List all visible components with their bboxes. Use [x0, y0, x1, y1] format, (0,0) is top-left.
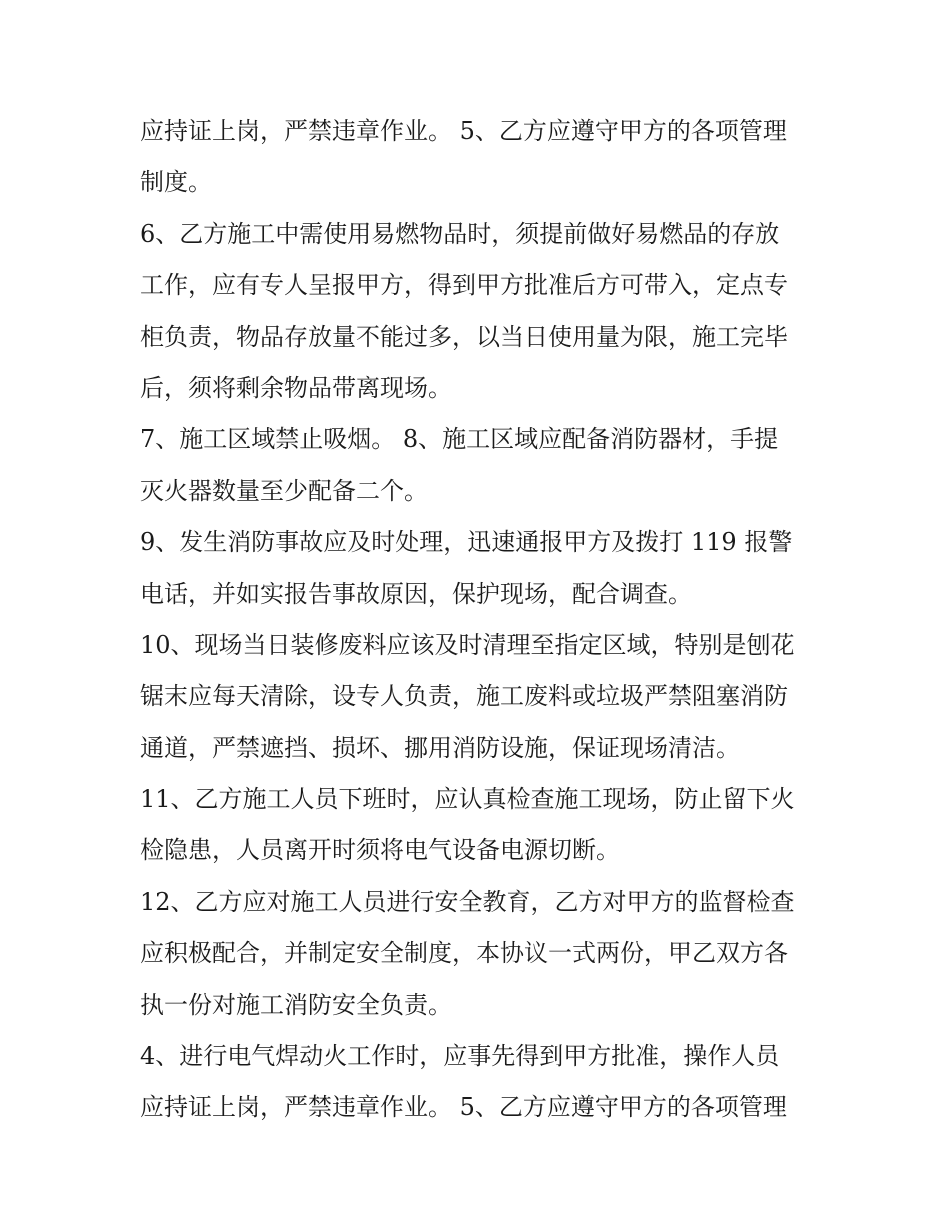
text-line: 灭火器数量至少配备二个。 [140, 476, 428, 505]
text-line: 检隐患，人员离开时须将电气设备电源切断。 [140, 836, 620, 865]
text-line: 电话，并如实报告事故原因，保护现场，配合调查。 [140, 579, 692, 608]
text-line: 12、乙方应对施工人员进行安全教育，乙方对甲方的监督检查 [140, 887, 795, 916]
text-line: 执一份对施工消防安全负责。 [140, 990, 452, 1019]
document-body [140, 106, 820, 1134]
text-line: 应持证上岗，严禁违章作业。 5、乙方应遵守甲方的各项管理 [140, 1093, 787, 1122]
text-line: 后，须将剩余物品带离现场。 [140, 373, 452, 402]
text-line: 应积极配合，并制定安全制度，本协议一式两份，甲乙双方各 [140, 939, 788, 968]
text-line: 6、乙方施工中需使用易燃物品时，须提前做好易燃品的存放 [140, 219, 780, 248]
text-line: 锯末应每天清除，设专人负责，施工废料或垃圾严禁阻塞消防 [140, 682, 788, 711]
text-line: 制度。 [140, 168, 212, 197]
text-line: 通道，严禁遮挡、损坏、挪用消防设施，保证现场清洁。 [140, 733, 740, 762]
text-line: 10、现场当日装修废料应该及时清理至指定区域，特别是刨花 [140, 630, 795, 659]
text-line: 应持证上岗，严禁违章作业。 5、乙方应遵守甲方的各项管理 [140, 117, 787, 145]
text-line: 11、乙方施工人员下班时，应认真检查施工现场，防止留下火 [140, 785, 795, 814]
text-line: 7、施工区域禁止吸烟。 8、施工区域应配备消防器材，手提 [140, 425, 779, 454]
text-line: 9、发生消防事故应及时处理，迅速通报甲方及拨打 119 报警 [140, 528, 793, 557]
text-line: 工作，应有专人呈报甲方，得到甲方批准后方可带入，定点专 [140, 271, 788, 300]
text-line: 柜负责，物品存放量不能过多，以当日使用量为限，施工完毕 [140, 322, 788, 351]
text-line: 4、进行电气焊动火工作时，应事先得到甲方批准，操作人员 [140, 1042, 780, 1071]
